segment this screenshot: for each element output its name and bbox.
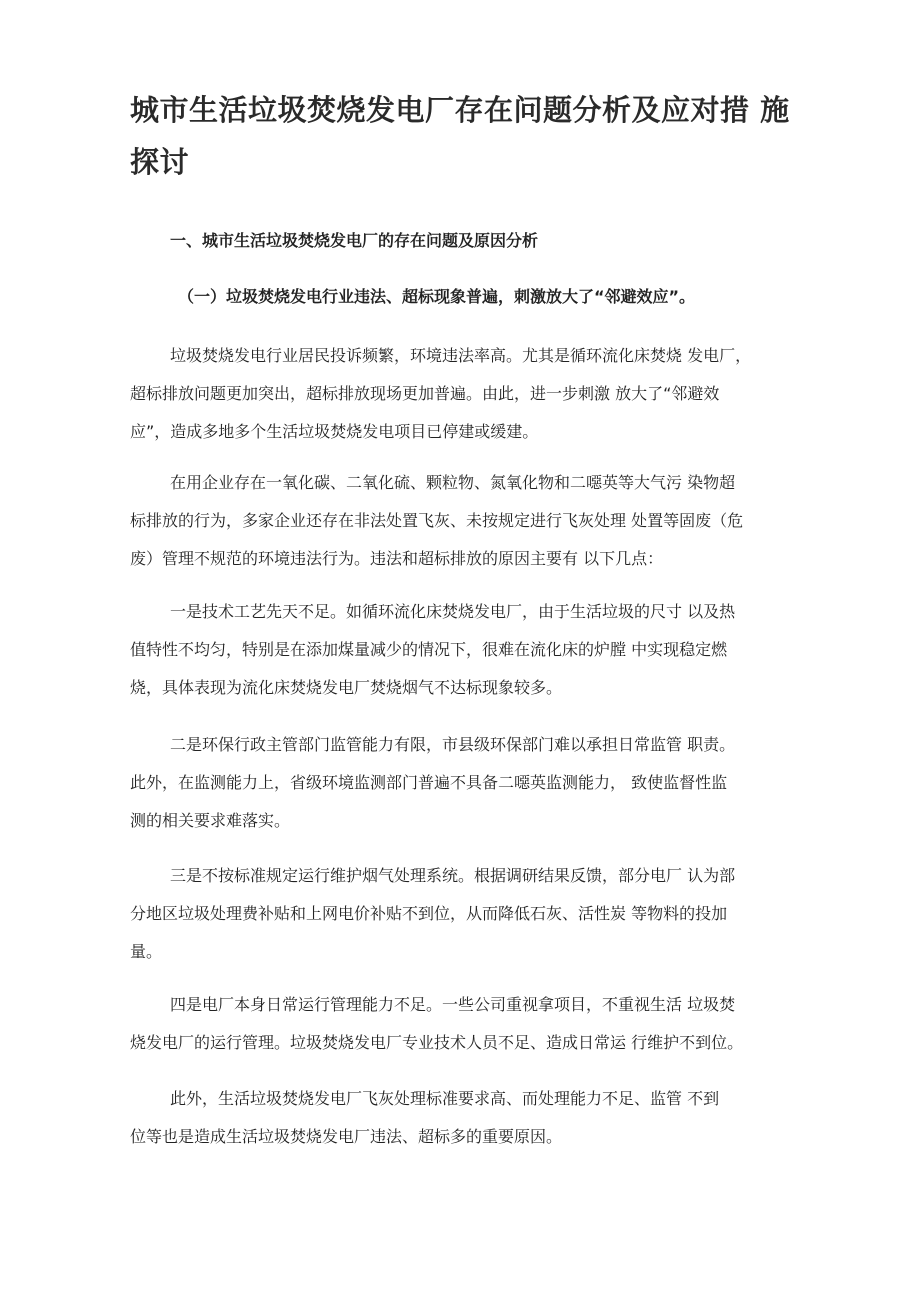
title-line: 探讨 <box>130 145 190 179</box>
paragraph-line: 测的相关要求难落实。 <box>130 811 291 830</box>
paragraph-line: 此外，在监测能力上，省级环境监测部门普遍不具备二噁英监测能力， 致使监督性监 <box>130 773 728 792</box>
paragraph-reason-3 <box>130 857 800 971</box>
paragraph-reason-1 <box>130 593 800 707</box>
paragraph-line: 此外，生活垃圾焚烧发电厂飞灰处理标准要求高、而处理能力不足、监管 不到 <box>170 1089 720 1108</box>
paragraph-line: 位等也是造成生活垃圾焚烧发电厂违法、超标多的重要原因。 <box>130 1127 563 1146</box>
paragraph-line: 量。 <box>130 942 163 961</box>
paragraph-line: 四是电厂本身日常运行管理能力不足。一些公司重视拿项目，不重视生活 垃圾焚 <box>170 995 736 1014</box>
paragraph-line: 超标排放问题更加突出，超标排放现场更加普遍。由此，进一步刺激 放大了“邻避效 <box>130 384 720 403</box>
paragraph-line: 分地区垃圾处理费补贴和上网电价补贴不到位，从而降低石灰、活性炭 等物料的投加 <box>130 904 728 923</box>
paragraph-line: 在用企业存在一氧化碳、二氧化硫、颗粒物、氮氧化物和二噁英等大气污 染物超 <box>170 473 736 492</box>
paragraph-line: 一是技术工艺先天不足。如循环流化床焚烧发电厂，由于生活垃圾的尺寸 以及热 <box>170 602 736 621</box>
paragraph-reason-4 <box>130 986 800 1062</box>
paragraph-line: 烧发电厂的运行管理。垃圾焚烧发电厂专业技术人员不足、造成日常运 行维护不到位。 <box>130 1033 744 1052</box>
document-title <box>130 84 790 188</box>
sub-heading: （一）垃圾焚烧发电行业违法、超标现象普遍，刺激放大了“邻避效应”。 <box>178 287 696 306</box>
paragraph-emissions <box>130 464 800 578</box>
paragraph-line: 烧，具体表现为流化床焚烧发电厂焚烧烟气不达标现象较多。 <box>130 678 563 697</box>
paragraph-line: 废）管理不规范的环境违法行为。违法和超标排放的原因主要有 以下几点： <box>130 549 664 568</box>
section-heading: 一、城市生活垃圾焚烧发电厂的存在问题及原因分析 <box>170 231 539 250</box>
paragraph-line: 二是环保行政主管部门监管能力有限，市县级环保部门难以承担日常监管 职责。 <box>170 735 736 754</box>
paragraph-line: 三是不按标准规定运行维护烟气处理系统。根据调研结果反馈，部分电厂 认为部 <box>170 866 736 885</box>
title-line: 城市生活垃圾焚烧发电厂存在问题分析及应对措 施 <box>130 93 790 127</box>
paragraph-complaints <box>130 337 800 451</box>
paragraph-line: 值特性不均匀，特别是在添加煤量减少的情况下，很难在流化床的炉膛 中实现稳定燃 <box>130 640 728 659</box>
paragraph-reason-2 <box>130 726 800 840</box>
paragraph-line: 标排放的行为，多家企业还存在非法处置飞灰、未按规定进行飞灰处理 处置等固废（危 <box>130 511 744 530</box>
paragraph-additional-reasons <box>130 1080 800 1156</box>
paragraph-line: 应”，造成多地多个生活垃圾焚烧发电项目已停建或缓建。 <box>130 422 539 441</box>
paragraph-line: 垃圾焚烧发电行业居民投诉频繁，环境违法率高。尤其是循环流化床焚烧 发电厂， <box>170 346 752 365</box>
